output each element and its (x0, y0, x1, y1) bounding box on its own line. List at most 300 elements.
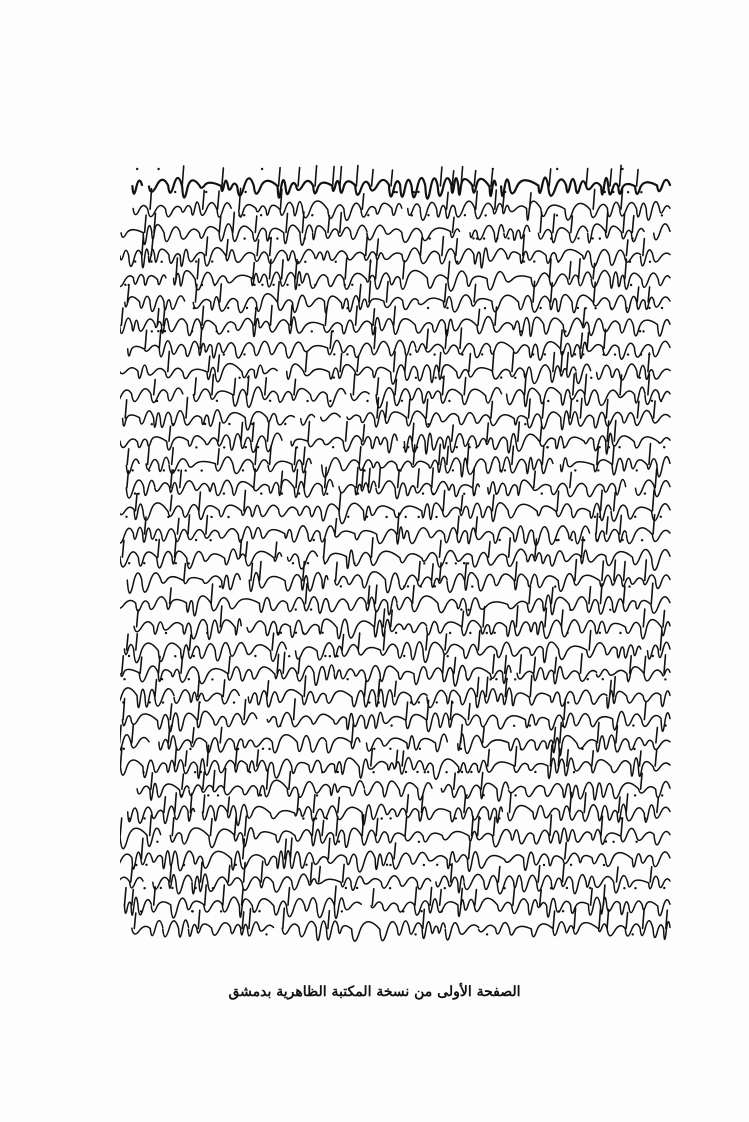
manuscript-dot (238, 377, 240, 379)
manuscript-stroke (304, 676, 306, 697)
manuscript-stroke (137, 610, 139, 627)
manuscript-dot (223, 492, 225, 494)
manuscript-dot (407, 585, 409, 587)
manuscript-stroke (561, 610, 563, 627)
manuscript-dot (496, 237, 498, 239)
manuscript-dot (227, 516, 229, 518)
manuscript-dot (644, 817, 646, 819)
manuscript-dot (234, 864, 236, 866)
manuscript-stroke (335, 519, 337, 534)
manuscript-stroke (557, 491, 559, 511)
manuscript-dot (492, 168, 494, 170)
manuscript-stroke (430, 887, 432, 905)
manuscript-dot (220, 910, 222, 912)
manuscript-dot (507, 237, 509, 239)
manuscript-stroke (476, 517, 478, 534)
manuscript-stroke (212, 375, 214, 395)
manuscript-dot (473, 493, 475, 495)
manuscript-stroke (655, 469, 657, 488)
manuscript-dot (499, 539, 501, 541)
manuscript-stroke (533, 281, 535, 302)
manuscript-dot (460, 748, 462, 750)
manuscript-dot (591, 237, 593, 239)
manuscript-dot (448, 400, 450, 402)
manuscript-dot (243, 353, 245, 355)
manuscript-dot (324, 655, 326, 657)
manuscript-stroke (613, 446, 615, 465)
manuscript-stroke (154, 380, 156, 395)
manuscript-dot (249, 771, 251, 773)
manuscript-stroke (412, 423, 414, 441)
manuscript-stroke (177, 518, 179, 534)
manuscript-stroke (154, 887, 156, 905)
manuscript-dot (233, 701, 235, 703)
manuscript-dot (346, 307, 348, 309)
manuscript-stroke (510, 793, 512, 813)
manuscript-dot (161, 678, 163, 680)
manuscript-stroke (625, 259, 627, 279)
manuscript-stroke (456, 239, 458, 256)
manuscript-dot (333, 353, 335, 355)
manuscript-stroke (494, 817, 496, 835)
manuscript-dot (634, 516, 636, 518)
manuscript-stroke (198, 677, 200, 696)
manuscript-stroke (294, 448, 296, 465)
manuscript-stroke (283, 908, 285, 928)
manuscript-dot (238, 214, 240, 216)
manuscript-dot (367, 214, 369, 216)
manuscript-stroke (298, 658, 300, 674)
manuscript-dot (409, 353, 411, 355)
manuscript-stroke (336, 562, 338, 580)
manuscript-dot (160, 887, 162, 889)
manuscript-line (128, 793, 670, 826)
manuscript-stroke (596, 514, 598, 534)
manuscript-stroke (656, 727, 658, 742)
manuscript-script (120, 503, 670, 524)
manuscript-dot (366, 400, 368, 402)
manuscript-dot (128, 655, 130, 657)
manuscript-stroke (520, 655, 522, 673)
manuscript-dot (260, 794, 262, 796)
manuscript-dot (627, 353, 629, 355)
manuscript-dot (185, 469, 187, 471)
manuscript-dot (455, 817, 457, 819)
manuscript-dot (576, 400, 578, 402)
manuscript-dot (240, 539, 242, 541)
manuscript-stroke (199, 492, 201, 511)
manuscript-stroke (328, 911, 330, 929)
manuscript-dot (447, 655, 449, 657)
manuscript-dot (297, 261, 299, 263)
manuscript-stroke (369, 468, 371, 487)
manuscript-stroke (663, 611, 665, 627)
manuscript-stroke (535, 539, 537, 557)
manuscript-dot (304, 261, 306, 263)
manuscript-dot (307, 562, 309, 564)
manuscript-stroke (198, 910, 200, 928)
manuscript-dot (664, 724, 666, 726)
manuscript-dot (485, 214, 487, 216)
manuscript-dot (427, 214, 429, 216)
manuscript-dot (434, 585, 436, 587)
manuscript-stroke (529, 586, 531, 603)
manuscript-stroke (553, 214, 555, 232)
manuscript-dot (298, 492, 300, 494)
manuscript-dot (631, 237, 633, 239)
manuscript-line (137, 769, 670, 802)
manuscript-stroke (394, 306, 396, 325)
manuscript-stroke (151, 240, 153, 255)
manuscript-dot (128, 562, 130, 564)
manuscript-stroke (451, 864, 453, 882)
manuscript-stroke (141, 838, 143, 859)
manuscript-stroke (657, 797, 659, 812)
manuscript-stroke (483, 727, 485, 742)
manuscript-dot (411, 214, 413, 216)
manuscript-stroke (278, 282, 280, 302)
manuscript-stroke (150, 816, 152, 836)
manuscript-dot (476, 237, 478, 239)
manuscript-dot (161, 261, 163, 263)
manuscript-dot (322, 585, 324, 587)
manuscript-line (120, 583, 670, 616)
manuscript-stroke (394, 843, 396, 859)
manuscript-stroke (474, 171, 476, 187)
manuscript-dot (582, 353, 584, 355)
manuscript-dot (395, 632, 397, 634)
manuscript-dot (157, 168, 159, 170)
manuscript-dot (389, 887, 391, 889)
manuscript-stroke (324, 539, 326, 557)
manuscript-stroke (302, 212, 304, 233)
manuscript-dot (272, 284, 274, 286)
manuscript-stroke (426, 399, 428, 418)
manuscript-stroke (376, 819, 378, 836)
manuscript-dot (603, 864, 605, 866)
manuscript-stroke (371, 749, 373, 766)
manuscript-stroke (372, 889, 374, 905)
manuscript-dot (599, 237, 601, 239)
manuscript-dot (410, 701, 412, 703)
manuscript-dot (577, 307, 579, 309)
manuscript-dot (134, 260, 136, 262)
manuscript-dot (556, 214, 558, 216)
manuscript-dot (135, 864, 137, 866)
manuscript-dot (634, 794, 636, 796)
manuscript-stroke (551, 588, 553, 604)
manuscript-stroke (440, 563, 442, 581)
manuscript-dot (633, 748, 635, 750)
manuscript-dot (630, 284, 632, 286)
manuscript-dot (520, 330, 522, 332)
manuscript-stroke (462, 611, 464, 627)
manuscript-stroke (443, 654, 445, 673)
manuscript-stroke (377, 378, 379, 395)
manuscript-dot (556, 168, 558, 170)
manuscript-dot (329, 400, 331, 402)
manuscript-stroke (492, 495, 494, 511)
manuscript-dot (227, 330, 229, 332)
manuscript-dot (484, 307, 486, 309)
manuscript-stroke (443, 376, 445, 395)
manuscript-dot (194, 771, 196, 773)
manuscript-dot (445, 562, 447, 564)
manuscript-stroke (286, 213, 288, 232)
manuscript-dot (634, 887, 636, 889)
manuscript-dot (649, 261, 651, 263)
manuscript-dot (344, 284, 346, 286)
manuscript-dot (123, 678, 125, 680)
manuscript-dot (261, 168, 263, 170)
manuscript-dot (424, 771, 426, 773)
manuscript-script (133, 201, 670, 220)
manuscript-stroke (469, 354, 471, 372)
manuscript-stroke (457, 516, 459, 534)
manuscript-dot (243, 237, 245, 239)
manuscript-stroke (359, 447, 361, 465)
manuscript-stroke (159, 330, 161, 348)
manuscript-stroke (580, 398, 582, 418)
manuscript-stroke (623, 586, 625, 603)
manuscript-stroke (257, 240, 259, 256)
manuscript-stroke (236, 748, 238, 766)
manuscript-stroke (512, 353, 514, 372)
manuscript-line (120, 235, 670, 268)
manuscript-dot (414, 933, 416, 935)
manuscript-stroke (443, 491, 445, 511)
manuscript-dot (486, 933, 488, 935)
manuscript-dot (373, 748, 375, 750)
manuscript-stroke (336, 816, 338, 835)
manuscript-stroke (643, 609, 645, 627)
manuscript-stroke (120, 725, 121, 743)
manuscript-dot (260, 214, 262, 216)
manuscript-dot (481, 353, 483, 355)
manuscript-dot (351, 284, 353, 286)
manuscript-dot (336, 655, 338, 657)
manuscript-stroke (206, 516, 208, 535)
manuscript-dot (402, 910, 404, 912)
manuscript-dot (313, 539, 315, 541)
manuscript-dot (413, 191, 415, 193)
manuscript-dot (150, 260, 152, 262)
manuscript-dot (416, 446, 418, 448)
manuscript-line (126, 444, 670, 478)
manuscript-stroke (408, 400, 410, 418)
manuscript-stroke (614, 677, 616, 697)
manuscript-stroke (534, 471, 536, 487)
manuscript-stroke (597, 723, 599, 743)
manuscript-dot (246, 307, 248, 309)
manuscript-dot (640, 191, 642, 193)
manuscript-stroke (567, 750, 569, 766)
manuscript-stroke (233, 212, 235, 232)
manuscript-stroke (205, 885, 207, 905)
manuscript-dot (172, 469, 174, 471)
manuscript-stroke (453, 217, 455, 232)
manuscript-dot (533, 260, 535, 262)
manuscript-dot (663, 887, 665, 889)
manuscript-stroke (241, 422, 243, 441)
manuscript-dot (562, 910, 564, 912)
manuscript-stroke (555, 657, 557, 673)
manuscript-stroke (362, 194, 364, 209)
manuscript-stroke (447, 192, 449, 209)
manuscript-stroke (587, 332, 589, 348)
manuscript-dot (625, 307, 627, 309)
manuscript-stroke (540, 890, 542, 906)
manuscript-stroke (530, 676, 532, 697)
manuscript-script (125, 294, 670, 313)
manuscript-stroke (296, 470, 298, 488)
page-caption: الصفحة الأولى من نسخة المكتبة الظاهرية بدمشق (228, 984, 521, 1000)
manuscript-dot (597, 469, 599, 471)
manuscript-dot (467, 609, 469, 611)
manuscript-stroke (643, 239, 645, 256)
manuscript-stroke (476, 191, 478, 209)
manuscript-stroke (376, 260, 378, 279)
manuscript-stroke (486, 677, 488, 696)
manuscript-dot (664, 678, 666, 680)
manuscript-stroke (406, 702, 408, 719)
manuscript-dot (621, 539, 623, 541)
manuscript-stroke (239, 188, 241, 209)
manuscript-stroke (460, 328, 462, 348)
manuscript-stroke (467, 444, 469, 465)
manuscript-stroke (540, 212, 542, 232)
manuscript-dot (570, 864, 572, 866)
manuscript-stroke (601, 490, 603, 511)
manuscript-dot (436, 701, 438, 703)
manuscript-stroke (170, 866, 172, 882)
manuscript-stroke (224, 769, 226, 790)
manuscript-dot (420, 585, 422, 587)
manuscript-stroke (289, 772, 291, 790)
manuscript-dot (332, 446, 334, 448)
manuscript-stroke (445, 634, 447, 650)
manuscript-dot (449, 632, 451, 634)
manuscript-dot (243, 214, 245, 216)
manuscript-stroke (561, 330, 563, 348)
manuscript-dot (128, 817, 130, 819)
manuscript-dot (326, 817, 328, 819)
manuscript-stroke (407, 795, 409, 813)
manuscript-stroke (405, 817, 407, 835)
manuscript-dot (174, 191, 176, 193)
manuscript-dot (574, 469, 576, 471)
manuscript-line (126, 467, 670, 498)
manuscript-stroke (464, 378, 466, 395)
manuscript-stroke (132, 890, 134, 906)
manuscript-stroke (172, 448, 174, 465)
manuscript-stroke (252, 423, 254, 442)
manuscript-stroke (244, 490, 246, 510)
manuscript-stroke (242, 912, 244, 929)
manuscript-dot (583, 539, 585, 541)
manuscript-stroke (203, 772, 205, 789)
manuscript-stroke (606, 212, 608, 233)
manuscript-dot (151, 423, 153, 425)
manuscript-stroke (356, 468, 358, 488)
manuscript-stroke (439, 444, 441, 464)
manuscript-stroke (246, 542, 248, 557)
manuscript-dot (237, 748, 239, 750)
manuscript-dot (648, 353, 650, 355)
manuscript-stroke (213, 771, 215, 790)
manuscript-stroke (125, 400, 127, 418)
manuscript-script (120, 526, 670, 546)
manuscript-stroke (218, 355, 220, 372)
manuscript-stroke (218, 423, 220, 442)
manuscript-stroke (170, 704, 172, 720)
manuscript-dot (217, 794, 219, 796)
manuscript-stroke (151, 773, 153, 789)
manuscript-dot (661, 794, 663, 796)
manuscript-dot (436, 864, 438, 866)
manuscript-stroke (478, 817, 480, 836)
manuscript-stroke (660, 631, 662, 650)
manuscript-stroke (267, 681, 269, 697)
manuscript-dot (435, 516, 437, 518)
manuscript-dot (405, 516, 407, 518)
manuscript-stroke (122, 540, 124, 557)
manuscript-stroke (338, 797, 340, 812)
manuscript-stroke (235, 817, 237, 836)
manuscript-dot (286, 284, 288, 286)
manuscript-stroke (440, 540, 442, 557)
manuscript-stroke (495, 307, 497, 325)
manuscript-stroke (290, 838, 292, 859)
manuscript-dot (227, 307, 229, 309)
manuscript-dot (463, 562, 465, 564)
manuscript-stroke (203, 795, 205, 812)
manuscript-dot (175, 562, 177, 564)
manuscript-dot (337, 771, 339, 773)
manuscript-dot (469, 632, 471, 634)
manuscript-stroke (584, 793, 586, 813)
manuscript-dot (164, 330, 166, 332)
manuscript-stroke (419, 562, 421, 581)
manuscript-script (120, 410, 670, 430)
manuscript-dot (405, 771, 407, 773)
manuscript-script (128, 804, 670, 825)
manuscript-stroke (573, 374, 575, 395)
manuscript-stroke (626, 794, 628, 813)
manuscript-stroke (304, 471, 306, 487)
manuscript-stroke (454, 658, 456, 674)
manuscript-stroke (432, 468, 434, 488)
manuscript-dot (390, 724, 392, 726)
manuscript-stroke (464, 796, 466, 813)
manuscript-dot (574, 353, 576, 355)
manuscript-dot (612, 841, 614, 843)
manuscript-dot (340, 585, 342, 587)
manuscript-dot (148, 469, 150, 471)
manuscript-dot (165, 632, 167, 634)
manuscript-stroke (619, 797, 621, 812)
manuscript-stroke (509, 538, 511, 557)
manuscript-dot (321, 771, 323, 773)
manuscript-stroke (272, 633, 274, 650)
manuscript-dot (134, 492, 136, 494)
manuscript-stroke (651, 583, 653, 603)
manuscript-stroke (439, 353, 441, 372)
manuscript-stroke (328, 838, 330, 859)
manuscript-stroke (270, 238, 272, 256)
manuscript-dot (495, 678, 497, 680)
manuscript-stroke (282, 260, 284, 279)
